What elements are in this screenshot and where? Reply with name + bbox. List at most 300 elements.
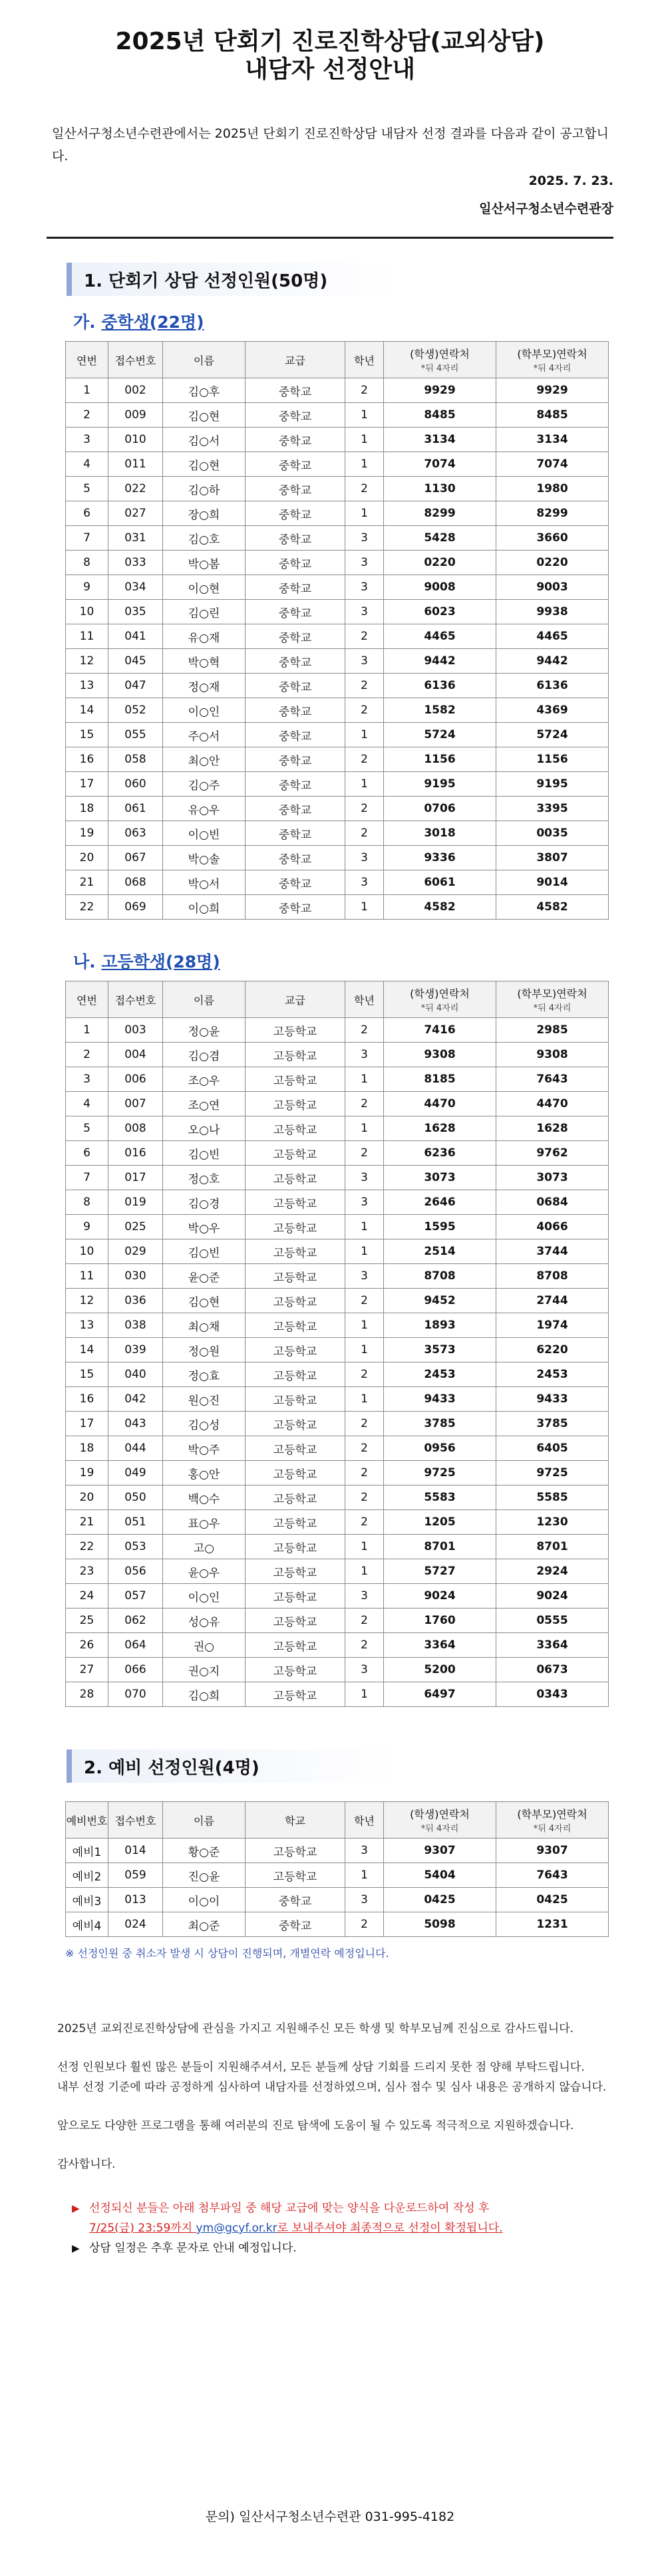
row-name: 이○인 xyxy=(163,698,246,723)
row-reg-no: 045 xyxy=(108,649,163,674)
row-parent-phone: 9433 xyxy=(496,1387,609,1412)
table-row xyxy=(66,1510,609,1535)
row-reg-no: 007 xyxy=(108,1092,163,1116)
row-name: 김○현 xyxy=(163,1289,246,1313)
table-row xyxy=(66,1609,609,1633)
row-student-phone: 9433 xyxy=(384,1387,496,1412)
divider xyxy=(47,237,613,239)
row-reg-no: 025 xyxy=(108,1215,163,1239)
col-student-phone xyxy=(384,1802,496,1839)
row-name: 이○빈 xyxy=(163,821,246,846)
row-school: 고등학교 xyxy=(246,1289,345,1313)
col-parent-phone xyxy=(496,1802,609,1839)
middle-school-prefix: 가. xyxy=(73,313,102,332)
row-grade: 1 xyxy=(345,772,384,797)
row-school: 중학교 xyxy=(246,1888,345,1912)
row-parent-phone: 2453 xyxy=(496,1362,609,1387)
row-grade: 2 xyxy=(345,1412,384,1436)
row-school: 중학교 xyxy=(246,501,345,526)
row-student-phone: 9024 xyxy=(384,1584,496,1609)
row-reg-no: 040 xyxy=(108,1362,163,1387)
row-reg-no: 062 xyxy=(108,1609,163,1633)
row-reg-no: 027 xyxy=(108,501,163,526)
row-no: 예비2 xyxy=(66,1863,108,1888)
row-reg-no: 052 xyxy=(108,698,163,723)
row-parent-phone: 3073 xyxy=(496,1166,609,1190)
row-student-phone: 6136 xyxy=(384,674,496,698)
row-name: 김○겸 xyxy=(163,1043,246,1067)
row-student-phone: 5583 xyxy=(384,1485,496,1510)
table-row xyxy=(66,477,609,501)
row-no: 7 xyxy=(66,1166,108,1190)
instruction-submit-line-2: 로 보내주셔야 최종적으로 선정이 확정됩니다. xyxy=(277,2222,503,2235)
table-row xyxy=(66,649,609,674)
row-name: 윤○우 xyxy=(163,1559,246,1584)
row-grade: 3 xyxy=(345,1658,384,1682)
row-school: 고등학교 xyxy=(246,1633,345,1658)
table-row xyxy=(66,501,609,526)
row-parent-phone: 9929 xyxy=(496,378,609,403)
row-no: 3 xyxy=(66,1067,108,1092)
row-reg-no: 031 xyxy=(108,526,163,551)
instruction-submit-text xyxy=(89,2198,503,2238)
row-reg-no: 043 xyxy=(108,1412,163,1436)
col-name: 이름 xyxy=(163,1802,246,1839)
row-parent-phone: 8485 xyxy=(496,403,609,428)
col-reg: 접수번호 xyxy=(108,981,163,1018)
row-parent-phone: 9442 xyxy=(496,649,609,674)
row-student-phone: 1130 xyxy=(384,477,496,501)
table-row xyxy=(66,1166,609,1190)
row-school: 중학교 xyxy=(246,477,345,501)
row-reg-no: 042 xyxy=(108,1387,163,1412)
table-row xyxy=(66,1338,609,1362)
col-student-phone-label: (학생)연락처 xyxy=(410,348,470,360)
row-school: 중학교 xyxy=(246,698,345,723)
row-grade: 1 xyxy=(345,501,384,526)
row-name: 황○준 xyxy=(163,1839,246,1863)
instructions xyxy=(72,2198,613,2258)
row-parent-phone: 1980 xyxy=(496,477,609,501)
row-parent-phone: 3785 xyxy=(496,1412,609,1436)
row-grade: 2 xyxy=(345,1485,384,1510)
table-row xyxy=(66,1387,609,1412)
row-school: 고등학교 xyxy=(246,1116,345,1141)
row-grade: 2 xyxy=(345,698,384,723)
row-reg-no: 067 xyxy=(108,846,163,870)
row-parent-phone: 0555 xyxy=(496,1609,609,1633)
row-reg-no: 061 xyxy=(108,797,163,821)
row-grade: 2 xyxy=(345,1362,384,1387)
row-student-phone: 8708 xyxy=(384,1264,496,1289)
row-student-phone: 5724 xyxy=(384,723,496,747)
row-reg-no: 004 xyxy=(108,1043,163,1067)
arrow-marker-icon: ▶ xyxy=(72,2202,80,2214)
row-grade: 1 xyxy=(345,1863,384,1888)
col-grade: 학년 xyxy=(345,342,384,378)
row-student-phone: 2646 xyxy=(384,1190,496,1215)
row-no: 15 xyxy=(66,1362,108,1387)
row-grade: 3 xyxy=(345,575,384,600)
row-school: 고등학교 xyxy=(246,1510,345,1535)
row-school: 고등학교 xyxy=(246,1682,345,1707)
row-school: 고등학교 xyxy=(246,1658,345,1682)
row-school: 중학교 xyxy=(246,403,345,428)
closing-message xyxy=(57,2019,613,2174)
row-name: 이○인 xyxy=(163,1584,246,1609)
page-title xyxy=(0,0,660,84)
row-parent-phone: 1156 xyxy=(496,747,609,772)
row-school: 중학교 xyxy=(246,674,345,698)
row-student-phone: 3364 xyxy=(384,1633,496,1658)
submission-email-link[interactable]: ym@gcyf.or.kr xyxy=(196,2222,277,2235)
row-grade: 2 xyxy=(345,1461,384,1485)
row-name: 박○봄 xyxy=(163,551,246,575)
intro-text: 일산서구청소년수련관에서는 2025년 단회기 진로진학상담 내담자 선정 결과를 다음과 같이 공고합니다. xyxy=(52,126,609,164)
row-no: 8 xyxy=(66,1190,108,1215)
row-school: 고등학교 xyxy=(246,1338,345,1362)
row-parent-phone: 0684 xyxy=(496,1190,609,1215)
row-school: 중학교 xyxy=(246,428,345,452)
row-school: 중학교 xyxy=(246,526,345,551)
middle-school-table xyxy=(65,341,609,920)
row-grade: 1 xyxy=(345,723,384,747)
col-reg: 접수번호 xyxy=(108,342,163,378)
row-grade: 1 xyxy=(345,1239,384,1264)
col-school: 교급 xyxy=(246,981,345,1018)
row-parent-phone: 6136 xyxy=(496,674,609,698)
row-student-phone: 8299 xyxy=(384,501,496,526)
table-row xyxy=(66,1658,609,1682)
row-name: 김○빈 xyxy=(163,1141,246,1166)
announcing-organization: 일산서구청소년수련관장 xyxy=(479,201,613,216)
row-school: 고등학교 xyxy=(246,1313,345,1338)
row-student-phone: 7416 xyxy=(384,1018,496,1043)
row-name: 김○희 xyxy=(163,1682,246,1707)
table-row xyxy=(66,600,609,624)
row-reg-no: 053 xyxy=(108,1535,163,1559)
row-school: 고등학교 xyxy=(246,1239,345,1264)
row-reg-no: 034 xyxy=(108,575,163,600)
row-reg-no: 017 xyxy=(108,1166,163,1190)
row-name: 조○우 xyxy=(163,1067,246,1092)
table-row xyxy=(66,1141,609,1166)
row-grade: 3 xyxy=(345,1190,384,1215)
row-school: 중학교 xyxy=(246,600,345,624)
row-parent-phone: 8708 xyxy=(496,1264,609,1289)
table-row xyxy=(66,1289,609,1313)
row-grade: 3 xyxy=(345,526,384,551)
row-parent-phone: 2924 xyxy=(496,1559,609,1584)
row-grade: 3 xyxy=(345,1839,384,1863)
table-row xyxy=(66,1633,609,1658)
row-reg-no: 047 xyxy=(108,674,163,698)
row-grade: 1 xyxy=(345,1116,384,1141)
row-parent-phone: 0343 xyxy=(496,1682,609,1707)
row-name: 김○주 xyxy=(163,772,246,797)
closing-paragraph-4: 감사합니다. xyxy=(57,2158,116,2171)
row-name: 김○후 xyxy=(163,378,246,403)
row-reg-no: 036 xyxy=(108,1289,163,1313)
row-school: 고등학교 xyxy=(246,1609,345,1633)
row-no: 4 xyxy=(66,452,108,477)
row-no: 11 xyxy=(66,624,108,649)
col-reserve-no: 예비번호 xyxy=(66,1802,108,1839)
row-parent-phone: 3134 xyxy=(496,428,609,452)
row-name: 이○희 xyxy=(163,895,246,920)
row-name: 김○서 xyxy=(163,428,246,452)
row-school: 고등학교 xyxy=(246,1412,345,1436)
row-student-phone: 3134 xyxy=(384,428,496,452)
closing-paragraph-3: 앞으로도 다양한 프로그램을 통해 여러분의 진로 탐색에 도움이 될 수 있도록 적극적으로 지원하겠습니다. xyxy=(57,2119,574,2132)
table-row xyxy=(66,452,609,477)
table-row xyxy=(66,1092,609,1116)
row-school: 중학교 xyxy=(246,378,345,403)
row-parent-phone: 5585 xyxy=(496,1485,609,1510)
row-parent-phone: 1230 xyxy=(496,1510,609,1535)
row-student-phone: 6497 xyxy=(384,1682,496,1707)
row-no: 17 xyxy=(66,772,108,797)
row-student-phone: 9307 xyxy=(384,1839,496,1863)
row-school: 고등학교 xyxy=(246,1584,345,1609)
row-parent-phone: 6405 xyxy=(496,1436,609,1461)
table-row xyxy=(66,1190,609,1215)
row-grade: 1 xyxy=(345,1682,384,1707)
row-student-phone: 8185 xyxy=(384,1067,496,1092)
table-row xyxy=(66,1888,609,1912)
reserve-table xyxy=(65,1801,609,1937)
table-row xyxy=(66,1362,609,1387)
table-row xyxy=(66,1912,609,1937)
row-grade: 2 xyxy=(345,624,384,649)
closing-paragraph-2b: 내부 선정 기준에 따라 공정하게 심사하여 내담자를 선정하였으며, 심사 점수 및 심사 내용은 공개하지 않습니다. xyxy=(57,2081,607,2094)
row-parent-phone: 3807 xyxy=(496,846,609,870)
row-reg-no: 022 xyxy=(108,477,163,501)
row-no: 15 xyxy=(66,723,108,747)
row-no: 예비1 xyxy=(66,1839,108,1863)
row-student-phone: 3573 xyxy=(384,1338,496,1362)
col-name: 이름 xyxy=(163,342,246,378)
row-name: 표○우 xyxy=(163,1510,246,1535)
row-grade: 3 xyxy=(345,846,384,870)
row-name: 박○혁 xyxy=(163,649,246,674)
row-student-phone: 1582 xyxy=(384,698,496,723)
row-parent-phone: 4465 xyxy=(496,624,609,649)
row-parent-phone: 0035 xyxy=(496,821,609,846)
row-name: 성○유 xyxy=(163,1609,246,1633)
row-school: 고등학교 xyxy=(246,1436,345,1461)
row-grade: 1 xyxy=(345,1313,384,1338)
row-parent-phone: 7074 xyxy=(496,452,609,477)
row-name: 이○현 xyxy=(163,575,246,600)
row-no: 2 xyxy=(66,403,108,428)
row-reg-no: 008 xyxy=(108,1116,163,1141)
row-reg-no: 051 xyxy=(108,1510,163,1535)
table-row xyxy=(66,1264,609,1289)
row-school: 중학교 xyxy=(246,870,345,895)
row-school: 고등학교 xyxy=(246,1264,345,1289)
table-row xyxy=(66,1535,609,1559)
row-student-phone: 5727 xyxy=(384,1559,496,1584)
col-no: 연번 xyxy=(66,981,108,1018)
row-reg-no: 068 xyxy=(108,870,163,895)
row-grade: 1 xyxy=(345,1559,384,1584)
row-parent-phone: 7643 xyxy=(496,1067,609,1092)
row-no: 19 xyxy=(66,1461,108,1485)
title-line-1: 2025년 단회기 진로진학상담(교외상담) xyxy=(115,28,545,55)
row-name: 주○서 xyxy=(163,723,246,747)
row-school: 중학교 xyxy=(246,551,345,575)
title-line-2: 내담자 선정안내 xyxy=(245,56,415,83)
table-row xyxy=(66,1559,609,1584)
row-name: 홍○안 xyxy=(163,1461,246,1485)
row-parent-phone: 4582 xyxy=(496,895,609,920)
row-student-phone: 6236 xyxy=(384,1141,496,1166)
row-student-phone: 3073 xyxy=(384,1166,496,1190)
row-student-phone: 5098 xyxy=(384,1912,496,1937)
row-no: 8 xyxy=(66,551,108,575)
row-name: 정○윤 xyxy=(163,1018,246,1043)
closing-paragraph-2a: 선정 인원보다 훨씬 많은 분들이 지원해주셔서, 모든 분들께 상담 기회를 드리지 못한 점 양해 부탁드립니다. xyxy=(57,2061,585,2074)
row-grade: 1 xyxy=(345,403,384,428)
row-no: 예비3 xyxy=(66,1888,108,1912)
row-school: 중학교 xyxy=(246,624,345,649)
middle-school-subheader xyxy=(73,309,660,333)
row-school: 고등학교 xyxy=(246,1461,345,1485)
row-student-phone: 1893 xyxy=(384,1313,496,1338)
col-student-phone-label: (학생)연락처 xyxy=(410,1808,470,1821)
row-school: 고등학교 xyxy=(246,1067,345,1092)
row-grade: 3 xyxy=(345,1264,384,1289)
table-row xyxy=(66,403,609,428)
row-parent-phone: 1974 xyxy=(496,1313,609,1338)
row-reg-no: 057 xyxy=(108,1584,163,1609)
high-school-subheader xyxy=(73,949,660,973)
row-name: 권○ xyxy=(163,1633,246,1658)
row-student-phone: 4582 xyxy=(384,895,496,920)
row-no: 16 xyxy=(66,1387,108,1412)
table-row xyxy=(66,846,609,870)
row-grade: 1 xyxy=(345,428,384,452)
high-school-prefix: 나. xyxy=(73,952,102,971)
table-row xyxy=(66,1067,609,1092)
col-parent-phone-sub: *뒤 4자리 xyxy=(533,1824,572,1834)
row-name: 박○솔 xyxy=(163,846,246,870)
row-grade: 2 xyxy=(345,477,384,501)
row-grade: 2 xyxy=(345,1436,384,1461)
table-row xyxy=(66,1839,609,1863)
row-name: 고○ xyxy=(163,1535,246,1559)
row-parent-phone: 4066 xyxy=(496,1215,609,1239)
row-name: 김○성 xyxy=(163,1412,246,1436)
row-student-phone: 5200 xyxy=(384,1658,496,1682)
table-row xyxy=(66,797,609,821)
row-name: 김○경 xyxy=(163,1190,246,1215)
row-parent-phone: 9003 xyxy=(496,575,609,600)
row-parent-phone: 9308 xyxy=(496,1043,609,1067)
table-row xyxy=(66,895,609,920)
row-name: 김○호 xyxy=(163,526,246,551)
row-grade: 2 xyxy=(345,1092,384,1116)
table-row xyxy=(66,821,609,846)
row-no: 12 xyxy=(66,1289,108,1313)
row-grade: 3 xyxy=(345,1043,384,1067)
row-student-phone: 0706 xyxy=(384,797,496,821)
row-no: 13 xyxy=(66,1313,108,1338)
row-school: 고등학교 xyxy=(246,1387,345,1412)
row-name: 진○윤 xyxy=(163,1863,246,1888)
row-name: 박○서 xyxy=(163,870,246,895)
row-student-phone: 8701 xyxy=(384,1535,496,1559)
row-school: 고등학교 xyxy=(246,1559,345,1584)
row-school: 중학교 xyxy=(246,649,345,674)
table-row xyxy=(66,1436,609,1461)
row-no: 5 xyxy=(66,1116,108,1141)
row-grade: 2 xyxy=(345,674,384,698)
col-school: 교급 xyxy=(246,342,345,378)
table-header-row xyxy=(66,981,609,1018)
row-name: 이○이 xyxy=(163,1888,246,1912)
row-no: 26 xyxy=(66,1633,108,1658)
row-name: 김○하 xyxy=(163,477,246,501)
row-reg-no: 063 xyxy=(108,821,163,846)
row-no: 9 xyxy=(66,575,108,600)
row-school: 고등학교 xyxy=(246,1863,345,1888)
table-row xyxy=(66,624,609,649)
row-school: 고등학교 xyxy=(246,1018,345,1043)
row-no: 18 xyxy=(66,1436,108,1461)
row-name: 정○재 xyxy=(163,674,246,698)
row-student-phone: 1628 xyxy=(384,1116,496,1141)
col-student-phone-sub: *뒤 4자리 xyxy=(420,364,459,374)
row-school: 고등학교 xyxy=(246,1485,345,1510)
row-grade: 2 xyxy=(345,1609,384,1633)
instruction-submit-line-1: 선정되신 분들은 아래 첨부파일 중 해당 교급에 맞는 양식을 다운로드하여 작성 후 xyxy=(89,2202,490,2215)
row-reg-no: 010 xyxy=(108,428,163,452)
row-parent-phone: 9195 xyxy=(496,772,609,797)
row-school: 고등학교 xyxy=(246,1141,345,1166)
instruction-deadline: 7/25(금) 23:59까지 xyxy=(89,2222,196,2235)
row-parent-phone: 0220 xyxy=(496,551,609,575)
row-school: 고등학교 xyxy=(246,1839,345,1863)
row-school: 중학교 xyxy=(246,797,345,821)
row-no: 20 xyxy=(66,1485,108,1510)
reserve-note: ※ 선정인원 중 취소자 발생 시 상담이 진행되며, 개별연락 예정입니다. xyxy=(65,1947,389,1960)
row-parent-phone: 1231 xyxy=(496,1912,609,1937)
row-student-phone: 3018 xyxy=(384,821,496,846)
row-student-phone: 6023 xyxy=(384,600,496,624)
row-no: 6 xyxy=(66,501,108,526)
row-student-phone: 4470 xyxy=(384,1092,496,1116)
row-reg-no: 038 xyxy=(108,1313,163,1338)
table-header-row xyxy=(66,342,609,378)
row-parent-phone: 3660 xyxy=(496,526,609,551)
row-student-phone: 3785 xyxy=(384,1412,496,1436)
table-row xyxy=(66,1682,609,1707)
row-no: 24 xyxy=(66,1584,108,1609)
row-parent-phone: 6220 xyxy=(496,1338,609,1362)
col-parent-phone-label: (학부모)연락처 xyxy=(517,1808,587,1821)
row-reg-no: 033 xyxy=(108,551,163,575)
row-no: 7 xyxy=(66,526,108,551)
row-student-phone: 1595 xyxy=(384,1215,496,1239)
row-no: 19 xyxy=(66,821,108,846)
table-row xyxy=(66,575,609,600)
row-reg-no: 058 xyxy=(108,747,163,772)
col-parent-phone-sub: *뒤 4자리 xyxy=(533,1003,572,1013)
row-grade: 2 xyxy=(345,1633,384,1658)
col-reg: 접수번호 xyxy=(108,1802,163,1839)
